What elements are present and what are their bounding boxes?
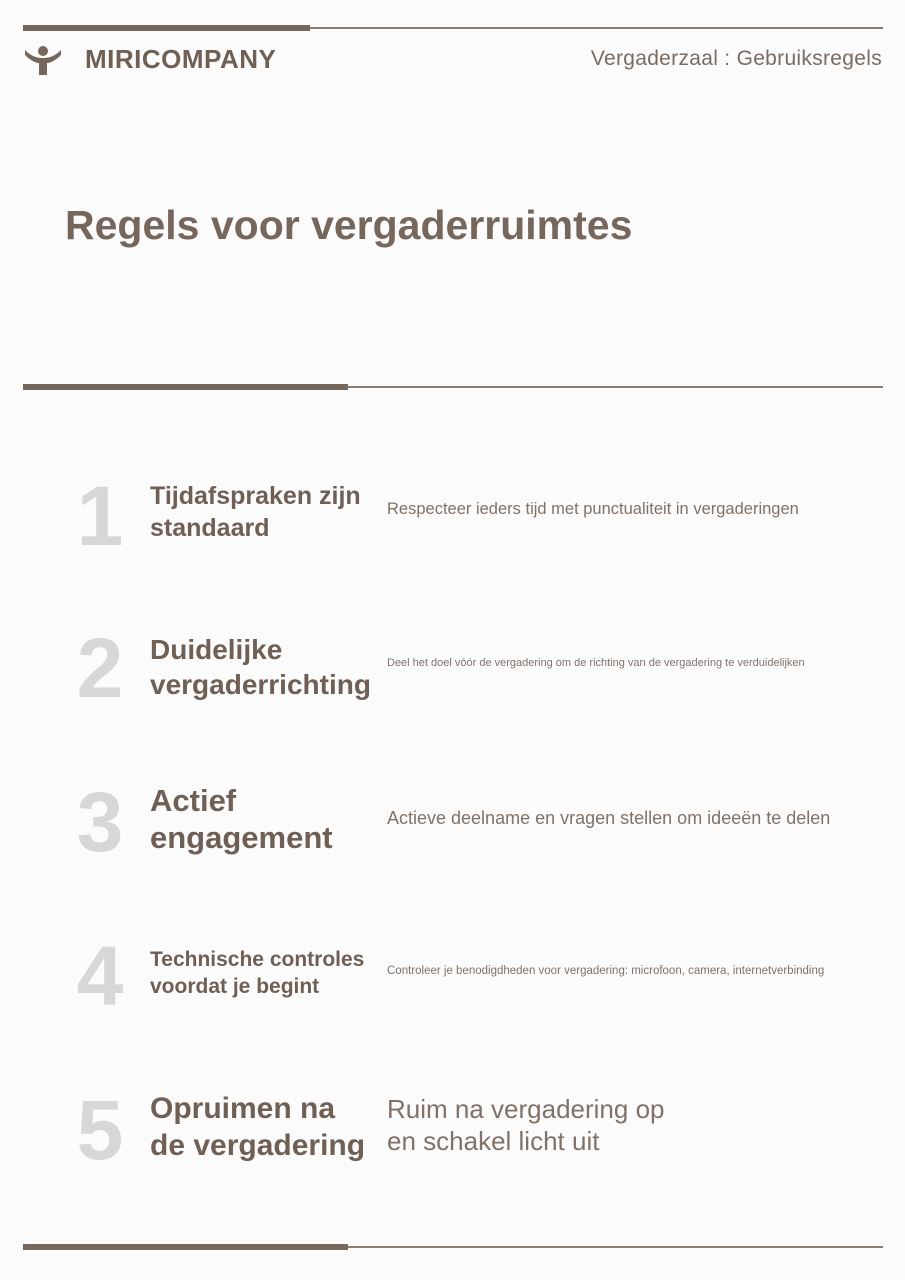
top-divider (23, 25, 883, 31)
rule-item-4 (65, 929, 865, 1023)
page-title: Regels voor vergaderruimtes (65, 202, 633, 248)
company-name: MIRICOMPANY (85, 43, 277, 74)
rule-item-5 (65, 1083, 865, 1177)
rule-description: Actieve deelname en vragen stellen om ideeën te delen (387, 808, 831, 828)
rule-title: Opruimen na de vergadering (150, 1092, 366, 1162)
rule-number: 5 (76, 1083, 124, 1177)
company-logo (23, 42, 276, 76)
rule-number: 2 (76, 621, 124, 715)
rule-item-3 (65, 775, 865, 869)
section-divider (23, 384, 883, 390)
bottom-divider (23, 1244, 883, 1250)
rule-description: Ruim na vergadering op en schakel licht uit (387, 1094, 665, 1156)
rule-title: Tijdafspraken zijn standaard (150, 482, 361, 542)
rule-description: Deel het doel vóór de vergadering om de richting van de vergadering te verduidelijken (387, 657, 805, 669)
rule-item-1 (65, 469, 865, 563)
rule-title: Technische controles voordat je begint (150, 948, 365, 998)
rule-item-2 (65, 621, 865, 715)
rule-description: Controleer je benodigdheden voor vergadering: microfoon, camera, internetverbinding (387, 965, 825, 977)
rule-number: 1 (76, 469, 124, 563)
rule-number: 4 (76, 929, 124, 1023)
document-label: Vergaderzaal : Gebruiksregels (590, 47, 882, 70)
people-logo-icon (23, 42, 63, 76)
rule-title: Actief engagement (150, 783, 333, 855)
rule-title: Duidelijke vergaderrichting (150, 634, 371, 700)
rule-number: 3 (76, 775, 124, 869)
rule-description: Respecteer ieders tijd met punctualiteit in vergaderingen (387, 500, 799, 518)
